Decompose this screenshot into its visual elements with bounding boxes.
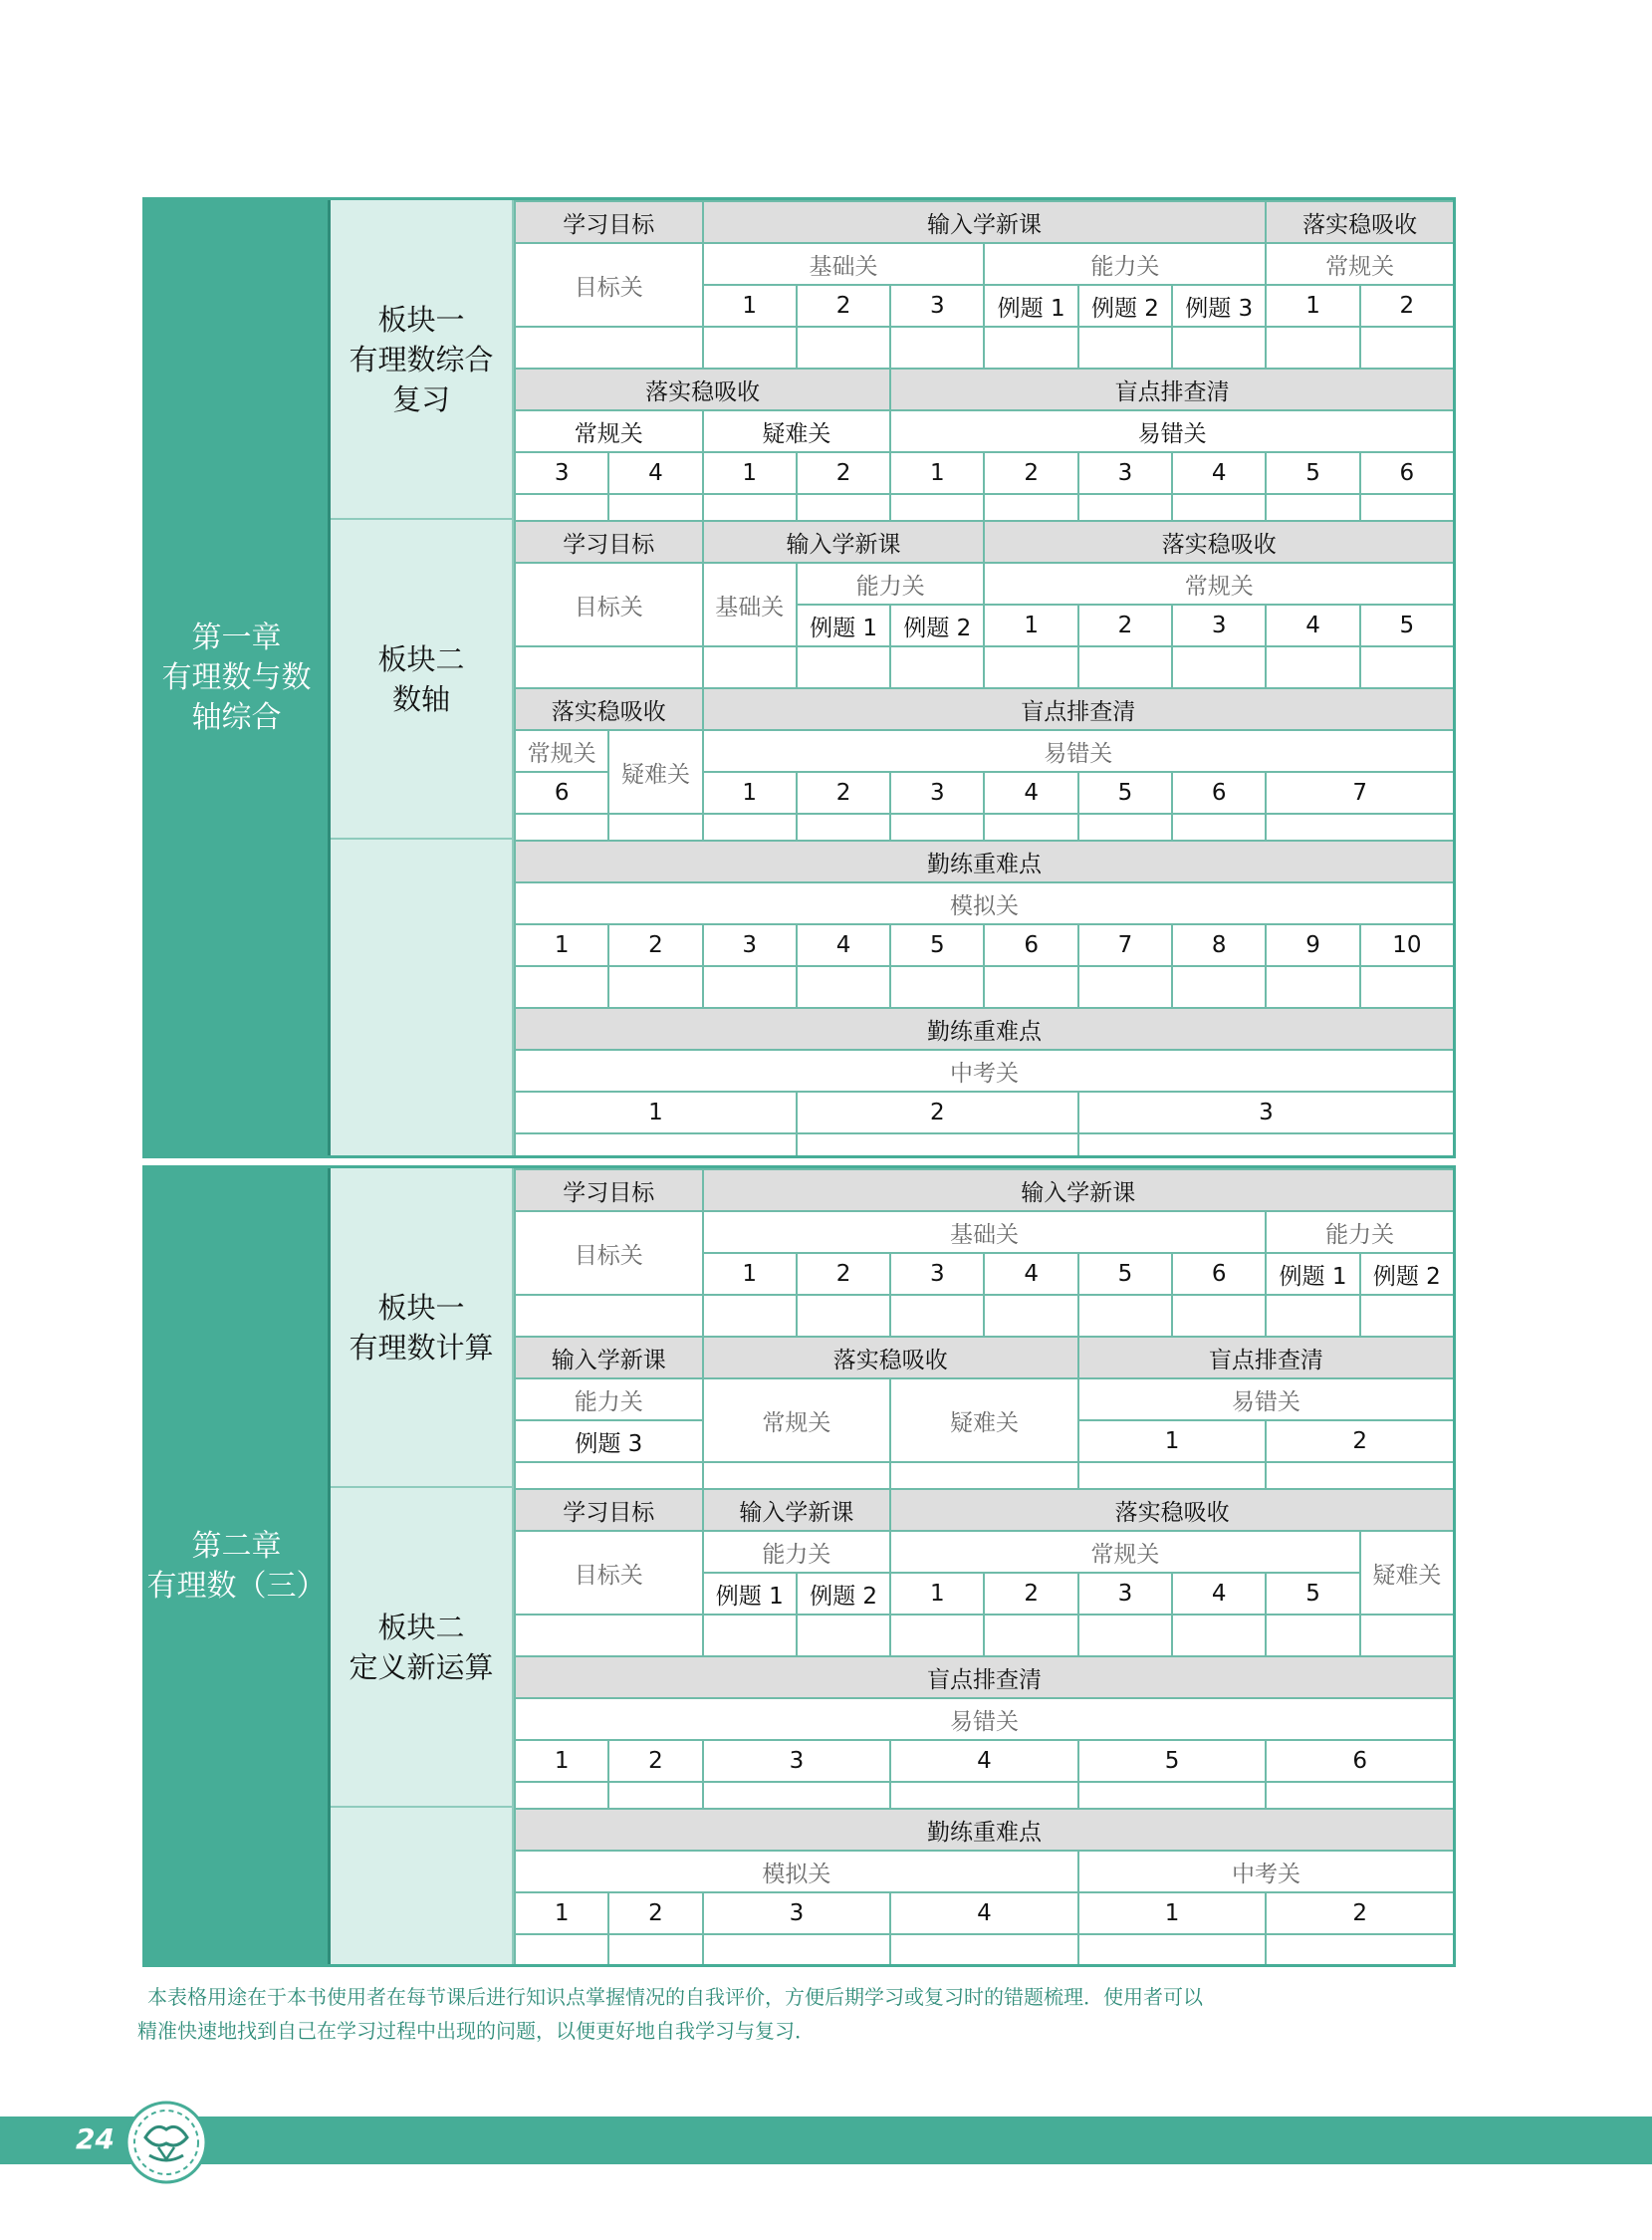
grid-row <box>515 1851 1454 1892</box>
section-header-cell: 输入学新课 <box>703 1489 891 1531</box>
blank-cell[interactable] <box>1078 327 1172 369</box>
item-number-cell: 1 <box>703 1253 797 1295</box>
item-number-cell: 4 <box>1172 452 1266 494</box>
section-header-cell: 输入学新课 <box>703 201 1267 243</box>
grid-row <box>515 646 1454 688</box>
item-number-cell: 2 <box>608 1892 702 1934</box>
chapter-1-module-3 <box>331 840 514 1158</box>
level-label-cell: 目标关 <box>515 1211 703 1295</box>
item-number-cell: 6 <box>515 772 608 814</box>
item-number-cell: 例题 1 <box>1266 1253 1359 1295</box>
grid-row <box>515 688 1454 730</box>
item-number-cell: 1 <box>1266 285 1359 327</box>
module-name-line: 有理数计算 <box>349 1331 494 1365</box>
item-number-cell: 6 <box>1172 772 1266 814</box>
blank-cell[interactable] <box>890 1934 1078 1967</box>
chapter-1-module-1-grid <box>514 200 1455 537</box>
grid-row <box>515 1698 1454 1740</box>
blank-cell[interactable] <box>1266 966 1359 1008</box>
blank-cell[interactable] <box>797 1295 890 1337</box>
module-name-line: 板块二 <box>377 642 465 676</box>
grid-row <box>515 966 1454 1008</box>
grid-row <box>515 1892 1454 1934</box>
grid-row <box>515 369 1454 410</box>
item-number-cell: 4 <box>608 452 702 494</box>
item-number-cell: 3 <box>890 772 984 814</box>
blank-cell[interactable] <box>703 646 797 688</box>
chapter-1-module-3-grid <box>514 840 1455 1158</box>
blank-cell[interactable] <box>1266 327 1359 369</box>
item-number-cell: 6 <box>984 924 1077 966</box>
grid-row <box>515 882 1454 924</box>
section-header-cell: 勤练重难点 <box>515 841 1454 882</box>
blank-cell[interactable] <box>1360 966 1454 1008</box>
item-number-cell: 常规关 <box>515 410 703 452</box>
item-number-cell: 5 <box>1078 1253 1172 1295</box>
item-number-cell: 4 <box>797 924 890 966</box>
footnote <box>137 1980 1452 2048</box>
blank-cell[interactable] <box>703 1934 891 1967</box>
grid-row <box>515 1008 1454 1050</box>
item-number-cell: 8 <box>1172 924 1266 966</box>
item-number-cell: 2 <box>797 1092 1078 1133</box>
blank-cell[interactable] <box>797 646 890 688</box>
item-number-cell: 4 <box>890 1892 1078 1934</box>
blank-cell[interactable] <box>1078 966 1172 1008</box>
blank-cell[interactable] <box>515 1934 608 1967</box>
blank-cell[interactable] <box>1172 1615 1266 1656</box>
item-number-cell: 6 <box>1360 452 1454 494</box>
grid-row <box>515 1934 1454 1967</box>
blank-cell[interactable] <box>1078 1133 1454 1158</box>
blank-cell[interactable] <box>1172 646 1266 688</box>
section-header-cell: 盲点排查清 <box>703 688 1454 730</box>
seal-logo-icon <box>123 2100 209 2185</box>
item-number-cell: 2 <box>608 1740 702 1782</box>
item-number-cell: 例题 2 <box>797 1573 890 1615</box>
level-label-cell: 易错关 <box>515 1698 1454 1740</box>
blank-cell[interactable] <box>1172 1295 1266 1337</box>
section-header-cell: 落实稳吸收 <box>515 688 703 730</box>
item-number-cell: 2 <box>1266 1420 1454 1462</box>
level-label-cell: 模拟关 <box>515 1851 1078 1892</box>
blank-cell[interactable] <box>1078 1295 1172 1337</box>
item-number-cell: 4 <box>1172 1573 1266 1615</box>
item-number-cell: 3 <box>1172 605 1266 646</box>
grid-row <box>515 1615 1454 1656</box>
blank-cell[interactable] <box>515 1133 797 1158</box>
blank-cell[interactable] <box>797 327 890 369</box>
level-label-cell: 能力关 <box>984 243 1266 285</box>
item-number-cell: 3 <box>703 1740 891 1782</box>
blank-cell[interactable] <box>1078 1615 1172 1656</box>
item-number-cell: 9 <box>1266 924 1359 966</box>
grid-row <box>515 201 1454 243</box>
item-number-cell: 2 <box>1266 1892 1454 1934</box>
section-header-cell: 落实稳吸收 <box>515 369 890 410</box>
grid-row <box>515 1531 1454 1573</box>
item-number-cell: 例题 2 <box>1078 285 1172 327</box>
blank-cell[interactable] <box>1360 646 1454 688</box>
blank-cell[interactable] <box>1078 1934 1267 1967</box>
grid-row <box>515 1809 1454 1851</box>
section-header-cell: 落实稳吸收 <box>890 1489 1454 1531</box>
grid-row <box>515 1050 1454 1092</box>
item-number-cell: 例题 2 <box>890 605 984 646</box>
item-number-cell: 1 <box>984 605 1077 646</box>
chapter-1-title-line: 有理数与数 <box>161 659 312 695</box>
level-label-cell: 中考关 <box>515 1050 1454 1092</box>
blank-cell[interactable] <box>608 966 702 1008</box>
blank-cell[interactable] <box>515 646 703 688</box>
level-label-cell: 中考关 <box>1078 1851 1454 1892</box>
item-number-cell: 10 <box>1360 924 1454 966</box>
item-number-cell: 2 <box>797 772 890 814</box>
item-number-cell: 3 <box>1078 1092 1454 1133</box>
footnote-line-1: 本表格用途在于本书使用者在每节课后进行知识点掌握情况的自我评价，方便后期学习或复习时的错题梳理．使用者可以 <box>147 1985 1203 2009</box>
blank-cell[interactable] <box>984 1295 1077 1337</box>
item-number-cell: 1 <box>515 924 608 966</box>
section-header-cell: 落实稳吸收 <box>1266 201 1454 243</box>
grid-row <box>515 452 1454 494</box>
level-label-cell: 基础关 <box>703 243 985 285</box>
chapter-2-module-3-grid <box>514 1808 1455 1967</box>
footer-bar <box>0 2116 1652 2164</box>
blank-cell[interactable] <box>1266 1295 1359 1337</box>
blank-cell[interactable] <box>890 1615 984 1656</box>
item-number-cell: 1 <box>703 772 797 814</box>
item-number-cell: 疑难关 <box>703 410 891 452</box>
chapter-2-module-3 <box>331 1808 514 1967</box>
blank-cell[interactable] <box>703 1615 797 1656</box>
blank-cell[interactable] <box>797 966 890 1008</box>
item-number-cell: 3 <box>703 1892 891 1934</box>
blank-cell[interactable] <box>1266 1615 1359 1656</box>
blank-cell[interactable] <box>1078 646 1172 688</box>
section-header-cell: 输入学新课 <box>515 1337 703 1378</box>
blank-cell[interactable] <box>1172 966 1266 1008</box>
item-number-cell: 2 <box>797 285 890 327</box>
item-number-cell: 5 <box>1266 1573 1359 1615</box>
blank-cell[interactable] <box>890 1295 984 1337</box>
item-number-cell: 3 <box>703 924 797 966</box>
chapter-2-module-2-grid <box>514 1488 1455 1825</box>
grid-row <box>515 243 1454 285</box>
chapter-1-module-2-grid <box>514 520 1455 857</box>
section-header-cell: 落实稳吸收 <box>984 521 1454 563</box>
item-number-cell: 2 <box>797 452 890 494</box>
level-label-cell: 常规关 <box>703 1378 891 1462</box>
level-label-cell: 能力关 <box>1266 1211 1454 1253</box>
level-label-cell: 疑难关 <box>890 1378 1078 1462</box>
level-label-cell: 基础关 <box>703 1211 1267 1253</box>
chapter-1-module-1 <box>331 200 514 519</box>
blank-cell[interactable] <box>1266 646 1359 688</box>
grid-row <box>515 410 1454 452</box>
item-number-cell: 4 <box>1266 605 1359 646</box>
item-number-cell: 5 <box>890 924 984 966</box>
item-number-cell: 1 <box>1078 1892 1267 1934</box>
section-header-cell: 输入学新课 <box>703 1169 1454 1211</box>
grid-row <box>515 563 1454 605</box>
item-number-cell: 1 <box>515 1892 608 1934</box>
grid-row <box>515 730 1454 772</box>
section-header-cell: 输入学新课 <box>703 521 985 563</box>
item-number-cell: 1 <box>890 452 984 494</box>
item-number-cell: 3 <box>1078 452 1172 494</box>
chapter-1-title <box>145 200 331 1155</box>
section-header-cell: 盲点排查清 <box>890 369 1454 410</box>
section-header-cell: 勤练重难点 <box>515 1008 1454 1050</box>
item-number-cell: 4 <box>984 772 1077 814</box>
item-number-cell: 1 <box>515 1092 797 1133</box>
grid-row <box>515 1656 1454 1698</box>
blank-cell[interactable] <box>984 646 1077 688</box>
blank-cell[interactable] <box>890 966 984 1008</box>
level-label-cell: 常规关 <box>890 1531 1359 1573</box>
grid-row <box>515 327 1454 369</box>
blank-cell[interactable] <box>1360 1615 1454 1656</box>
item-number-cell: 6 <box>1172 1253 1266 1295</box>
blank-cell[interactable] <box>1360 327 1454 369</box>
level-label-cell: 能力关 <box>797 563 985 605</box>
item-number-cell: 1 <box>1078 1420 1267 1462</box>
grid-row <box>515 1740 1454 1782</box>
item-number-cell: 4 <box>890 1740 1078 1782</box>
section-header-cell: 学习目标 <box>515 1169 703 1211</box>
item-number-cell: 1 <box>515 1740 608 1782</box>
item-number-cell: 7 <box>1266 772 1454 814</box>
item-number-cell: 3 <box>1078 1573 1172 1615</box>
item-number-cell: 5 <box>1078 772 1172 814</box>
chapter-2-module-2 <box>331 1488 514 1807</box>
blank-cell[interactable] <box>515 327 703 369</box>
module-name-line: 板块二 <box>377 1611 465 1644</box>
module-name-line: 定义新运算 <box>349 1650 494 1684</box>
level-label-cell: 目标关 <box>515 563 703 646</box>
item-number-cell: 3 <box>515 452 608 494</box>
grid-row <box>515 521 1454 563</box>
chapter-1-table <box>142 197 1456 1158</box>
grid-row <box>515 1378 1454 1420</box>
level-label-cell: 常规关 <box>984 563 1454 605</box>
blank-cell[interactable] <box>984 1615 1077 1656</box>
level-label-cell: 目标关 <box>515 1531 703 1615</box>
item-number-cell: 3 <box>890 285 984 327</box>
grid-row <box>515 1211 1454 1253</box>
grid-row <box>515 1169 1454 1211</box>
chapter-2-title-line: 第二章 <box>191 1528 282 1564</box>
blank-cell[interactable] <box>890 646 984 688</box>
item-number-cell: 5 <box>1266 452 1359 494</box>
item-number-cell: 2 <box>1078 605 1172 646</box>
chapter-1-title-line: 轴综合 <box>191 699 282 735</box>
level-label-cell: 目标关 <box>515 243 703 327</box>
item-number-cell: 2 <box>984 1573 1077 1615</box>
footnote-line-2: 精准快速地找到自己在学习过程中出现的问题，以便更好地自我学习与复习． <box>137 2019 815 2043</box>
section-header-cell: 落实稳吸收 <box>703 1337 1078 1378</box>
item-number-cell: 7 <box>1078 924 1172 966</box>
module-name-line: 板块一 <box>377 1291 465 1325</box>
item-number-cell: 5 <box>1078 1740 1267 1782</box>
item-number-cell: 5 <box>1360 605 1454 646</box>
blank-cell[interactable] <box>703 327 797 369</box>
level-label-cell: 模拟关 <box>515 882 1454 924</box>
level-label-cell: 能力关 <box>703 1531 891 1573</box>
item-number-cell: 1 <box>703 285 797 327</box>
blank-cell[interactable] <box>515 1615 703 1656</box>
blank-cell[interactable] <box>703 966 797 1008</box>
grid-row <box>515 1295 1454 1337</box>
module-name-line: 板块一 <box>377 303 465 337</box>
grid-row <box>515 841 1454 882</box>
level-label-cell: 基础关 <box>703 563 797 646</box>
chapter-1-module-2 <box>331 520 514 839</box>
section-header-cell: 学习目标 <box>515 521 703 563</box>
blank-cell[interactable] <box>1266 1934 1454 1967</box>
module-name-line: 数轴 <box>391 682 450 716</box>
item-number-cell: 3 <box>890 1253 984 1295</box>
item-number-cell: 例题 3 <box>515 1420 703 1462</box>
blank-cell[interactable] <box>515 966 608 1008</box>
item-number-cell: 6 <box>1266 1740 1454 1782</box>
item-number-cell: 易错关 <box>890 410 1454 452</box>
chapter-2-title <box>145 1168 331 1964</box>
grid-row <box>515 1489 1454 1531</box>
chapter-1-title-line: 第一章 <box>191 620 282 655</box>
item-number-cell: 1 <box>703 452 797 494</box>
page-number: 24 <box>76 2122 115 2155</box>
item-number-cell: 2 <box>608 924 702 966</box>
item-number-cell: 2 <box>984 452 1077 494</box>
blank-cell[interactable] <box>608 1934 702 1967</box>
module-name-line: 有理数综合 <box>349 343 494 376</box>
level-label-cell: 易错关 <box>703 730 1454 772</box>
blank-cell[interactable] <box>984 966 1077 1008</box>
section-header-cell: 盲点排查清 <box>1078 1337 1454 1378</box>
blank-cell[interactable] <box>703 1295 797 1337</box>
item-number-cell: 例题 1 <box>703 1573 797 1615</box>
section-header-cell: 学习目标 <box>515 1489 703 1531</box>
blank-cell[interactable] <box>1172 327 1266 369</box>
blank-cell[interactable] <box>797 1615 890 1656</box>
blank-cell[interactable] <box>515 1295 703 1337</box>
grid-row <box>515 1133 1454 1158</box>
chapter-2-module-1-grid <box>514 1168 1455 1505</box>
level-label-cell: 能力关 <box>515 1378 703 1420</box>
blank-cell[interactable] <box>797 1133 1078 1158</box>
section-header-cell: 盲点排查清 <box>515 1656 1454 1698</box>
level-label-cell: 疑难关 <box>608 730 702 814</box>
item-number-cell: 2 <box>1360 285 1454 327</box>
grid-row <box>515 1092 1454 1133</box>
item-number-cell: 2 <box>797 1253 890 1295</box>
item-number-cell: 4 <box>984 1253 1077 1295</box>
item-number-cell: 例题 3 <box>1172 285 1266 327</box>
item-number-cell: 例题 1 <box>984 285 1077 327</box>
grid-row <box>515 924 1454 966</box>
item-number-cell: 例题 2 <box>1360 1253 1454 1295</box>
section-header-cell: 勤练重难点 <box>515 1809 1454 1851</box>
module-name-line: 复习 <box>391 382 450 416</box>
level-label-cell: 疑难关 <box>1360 1531 1454 1615</box>
blank-cell[interactable] <box>984 327 1077 369</box>
item-number-cell: 例题 1 <box>797 605 890 646</box>
section-header-cell: 学习目标 <box>515 201 703 243</box>
blank-cell[interactable] <box>890 327 984 369</box>
level-label-cell: 常规关 <box>515 730 608 772</box>
chapter-2-title-line: 有理数（三） <box>146 1568 327 1604</box>
item-number-cell: 1 <box>890 1573 984 1615</box>
blank-cell[interactable] <box>1360 1295 1454 1337</box>
chapter-2-module-1 <box>331 1168 514 1487</box>
level-label-cell: 常规关 <box>1266 243 1454 285</box>
level-label-cell: 易错关 <box>1078 1378 1454 1420</box>
chapter-2-table <box>142 1165 1456 1967</box>
grid-row <box>515 1337 1454 1378</box>
